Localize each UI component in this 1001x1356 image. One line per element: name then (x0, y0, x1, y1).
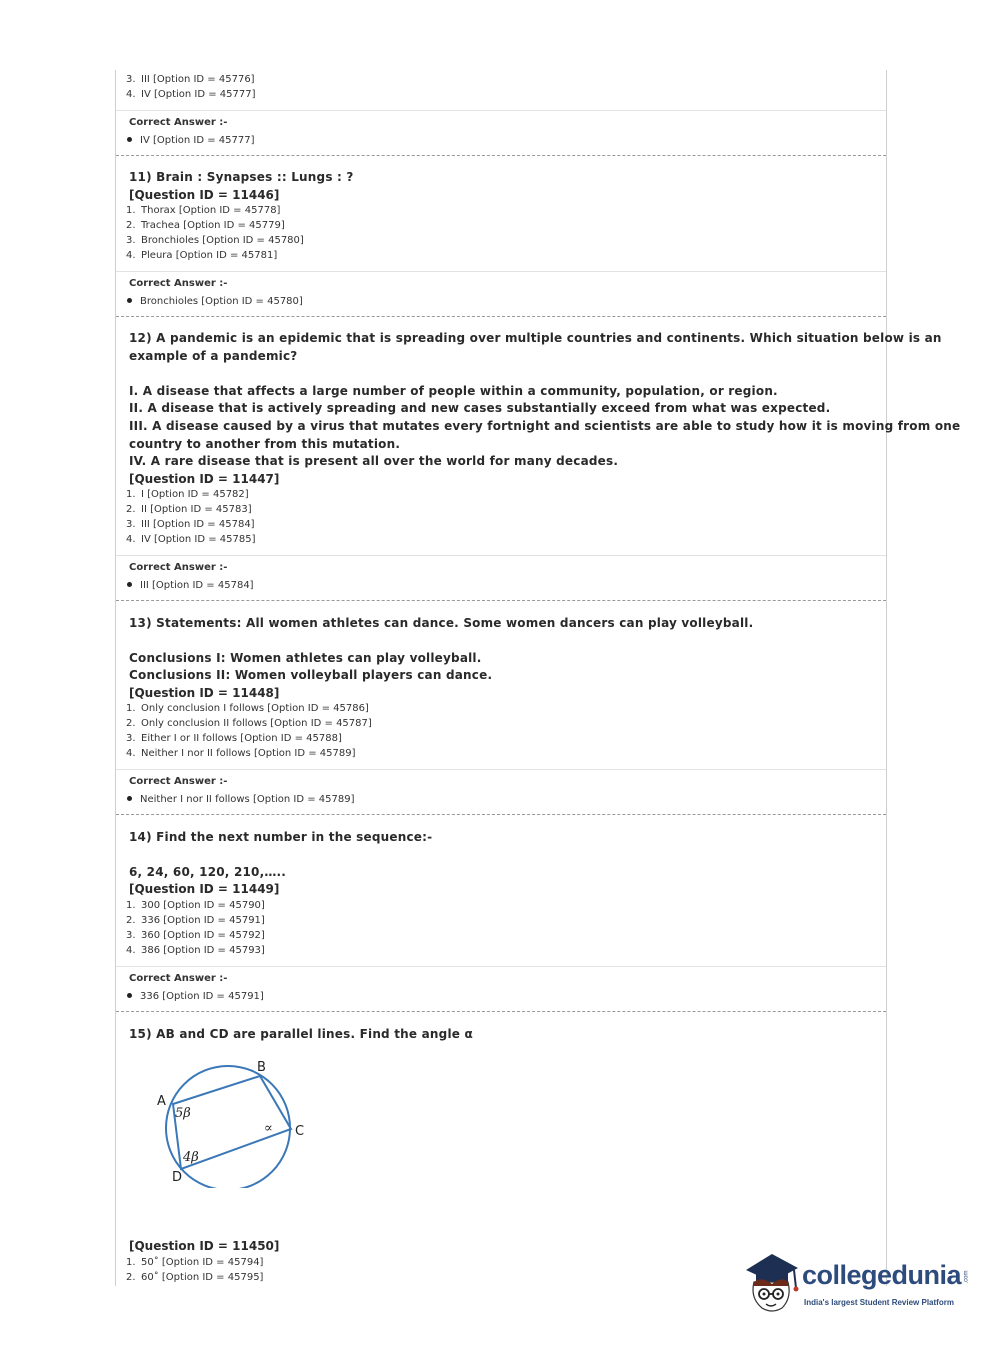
logo-tagline: India's largest Student Review Platform (804, 1298, 954, 1307)
correct-answer: IV [Option ID = 45777] (127, 135, 255, 146)
question-separator (116, 814, 886, 815)
question-text: IV. A rare disease that is present all over the world for many decades. (129, 454, 619, 468)
question-separator (116, 316, 886, 317)
logo-com-text: .com (963, 1270, 970, 1284)
question-text: I. A disease that affects a large number of people within a community, population, or region. (129, 384, 778, 398)
option-item: 4. Neither I nor II follows [Option ID = 45789] (126, 748, 356, 759)
option-item: 3. Either I or II follows [Option ID = 45788] (126, 733, 342, 744)
question-text: 11) Brain : Synapses :: Lungs : ? (129, 170, 354, 184)
option-item: 4. 386 [Option ID = 45793] (126, 945, 265, 956)
bullet-icon (127, 137, 132, 142)
question-text: II. A disease that is actively spreading and new cases substantially exceed from what was expected. (129, 401, 831, 415)
option-item: 3. III [Option ID = 45776] (126, 74, 255, 85)
question-separator (116, 1011, 886, 1012)
option-item: 1. I [Option ID = 45782] (126, 489, 249, 500)
question-id: [Question ID = 11446] (129, 188, 280, 202)
correct-answer: Neither I nor II follows [Option ID = 45789] (127, 794, 355, 805)
option-item: 1. 50˚ [Option ID = 45794] (126, 1257, 264, 1268)
bullet-icon (127, 796, 132, 801)
bullet-icon (127, 993, 132, 998)
option-item: 2. Trachea [Option ID = 45779] (126, 220, 285, 231)
question-text: III. A disease caused by a virus that mutates every fortnight and scientists are able to study how it is moving from one (129, 419, 961, 433)
option-item: 2. II [Option ID = 45783] (126, 504, 252, 515)
question-id: [Question ID = 11450] (129, 1239, 280, 1253)
bullet-icon (127, 582, 132, 587)
correct-answer-label: Correct Answer :- (129, 278, 228, 289)
question-text: country to another from this mutation. (129, 437, 401, 451)
angle-label-alpha: ∝ (264, 1121, 273, 1136)
correct-answer-label: Correct Answer :- (129, 562, 228, 573)
question-separator (116, 155, 886, 156)
divider (116, 769, 886, 770)
question-id: [Question ID = 11448] (129, 686, 280, 700)
divider (116, 110, 886, 111)
collegedunia-logo[interactable] (742, 1248, 972, 1318)
correct-answer: 336 [Option ID = 45791] (127, 991, 264, 1002)
question-id: [Question ID = 11449] (129, 882, 280, 896)
question-separator (116, 600, 886, 601)
question-text: 13) Statements: All women athletes can dance. Some women dancers can play volleyball. (129, 616, 754, 630)
option-item: 4. IV [Option ID = 45785] (126, 534, 256, 545)
option-item: 3. III [Option ID = 45784] (126, 519, 255, 530)
question-text: 14) Find the next number in the sequence:- (129, 830, 433, 844)
correct-answer-label: Correct Answer :- (129, 776, 228, 787)
option-item: 3. Bronchioles [Option ID = 45780] (126, 235, 304, 246)
point-label-c: C (295, 1124, 305, 1139)
divider (116, 966, 886, 967)
question-text: Conclusions I: Women athletes can play volleyball. (129, 651, 482, 665)
correct-answer: III [Option ID = 45784] (127, 580, 254, 591)
logo-brand-text: collegedunia (802, 1260, 962, 1290)
divider (116, 271, 886, 272)
angle-label-a: 5β (175, 1106, 191, 1121)
question-text: example of a pandemic? (129, 349, 298, 363)
option-item: 4. IV [Option ID = 45777] (126, 89, 256, 100)
question-text: Conclusions II: Women volleyball players can dance. (129, 668, 493, 682)
question-id: [Question ID = 11447] (129, 472, 280, 486)
point-label-a: A (157, 1094, 166, 1109)
correct-answer-label: Correct Answer :- (129, 973, 228, 984)
point-label-d: D (172, 1170, 183, 1185)
correct-answer: Bronchioles [Option ID = 45780] (127, 296, 303, 307)
geometry-figure (156, 1058, 306, 1188)
angle-label-d: 4β (183, 1150, 199, 1165)
question-text: 12) A pandemic is an epidemic that is spreading over multiple countries and continents. Which situation below is an (129, 331, 942, 345)
bullet-icon (127, 298, 132, 303)
divider (116, 555, 886, 556)
option-item: 1. 300 [Option ID = 45790] (126, 900, 265, 911)
option-item: 1. Thorax [Option ID = 45778] (126, 205, 281, 216)
option-item: 2. Only conclusion II follows [Option ID = 45787] (126, 718, 372, 729)
correct-answer-label: Correct Answer :- (129, 117, 228, 128)
point-label-b: B (257, 1060, 266, 1075)
option-item: 2. 336 [Option ID = 45791] (126, 915, 265, 926)
option-item: 2. 60˚ [Option ID = 45795] (126, 1272, 264, 1283)
option-item: 4. Pleura [Option ID = 45781] (126, 250, 278, 261)
option-item: 3. 360 [Option ID = 45792] (126, 930, 265, 941)
question-text: 15) AB and CD are parallel lines. Find the angle α (129, 1027, 473, 1041)
option-item: 1. Only conclusion I follows [Option ID = 45786] (126, 703, 369, 714)
question-text: 6, 24, 60, 120, 210,….. (129, 865, 287, 879)
mascot-icon (742, 1248, 802, 1318)
